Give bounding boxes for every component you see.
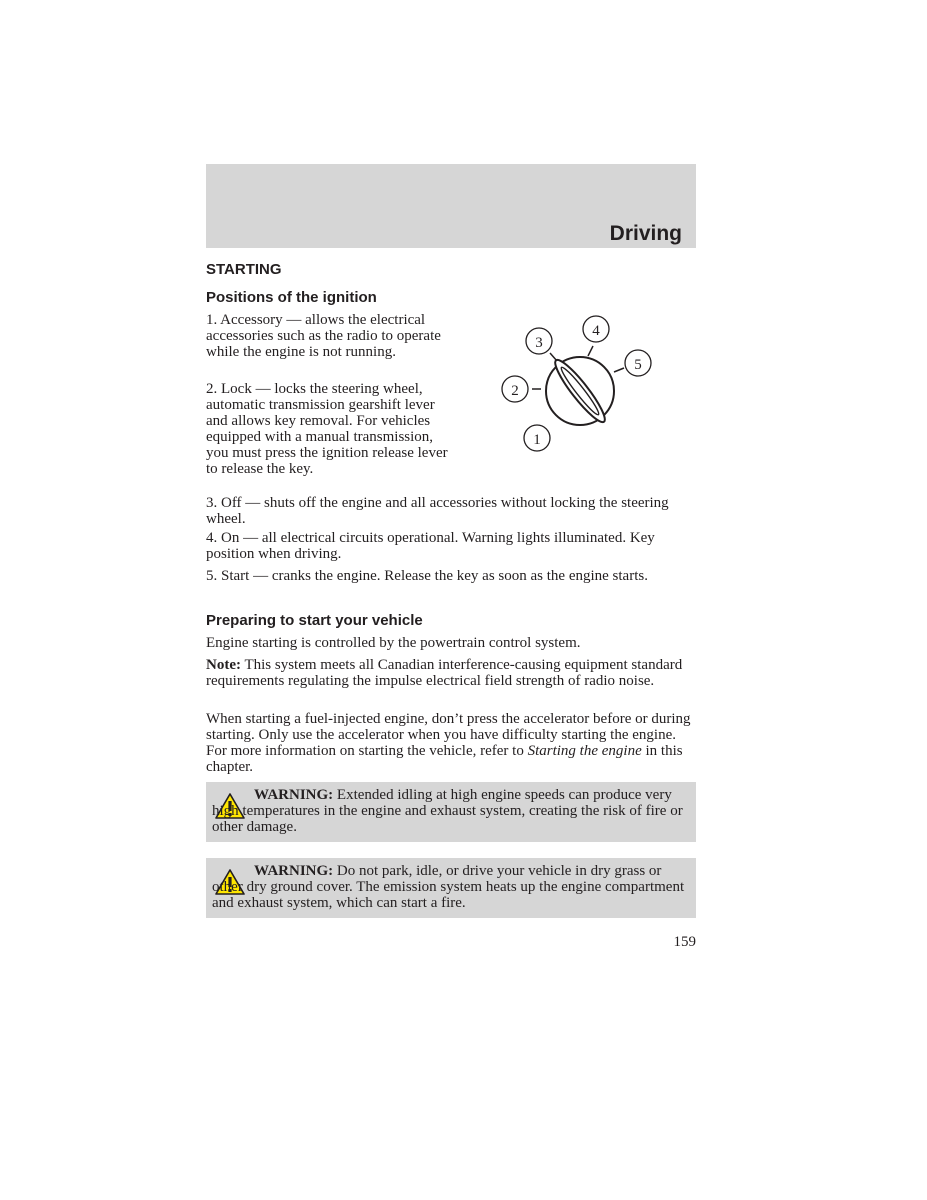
position-label-3: 3 — [535, 335, 543, 351]
position-label-4: 4 — [592, 323, 600, 339]
note-label: Note: — [206, 657, 241, 673]
ignition-item-on: 4. On — all electrical circuits operational. Warning lights illuminated. Key position when driving. — [206, 530, 655, 562]
tick-5 — [614, 368, 624, 372]
ignition-item-off: 3. Off — shuts off the engine and all accessories without locking the steering wheel. — [206, 495, 669, 527]
note-text: This system meets all Canadian interference-causing equipment standard requirements regulating the impulse electrical field strength of radio noise. — [206, 657, 683, 689]
header-band — [206, 164, 696, 248]
warning-body: Extended idling at high engine speeds can produce very high temperatures in the engine and exhaust system, creating the risk of fire or other damage. — [212, 787, 683, 835]
warning-box-dry-grass — [206, 858, 696, 918]
ignition-item-accessory: 1. Accessory — allows the electrical accessories such as the radio to operate while the engine is not running. — [206, 312, 441, 360]
cross-reference: Starting the engine — [527, 743, 642, 759]
ignition-item-start: 5. Start — cranks the engine. Release the key as soon as the engine starts. — [206, 568, 648, 584]
ignition-item-lock: 2. Lock — locks the steering wheel, automatic transmission gearshift lever and allows key removal. For vehicles equipped with a manual transmission, you must press the ignition release lever to release the key. — [206, 381, 448, 477]
preparing-paragraph: Engine starting is controlled by the powertrain control system. — [206, 635, 581, 651]
tick-3 — [550, 353, 557, 361]
note-paragraph — [206, 657, 698, 689]
warning-text-dry-grass — [212, 863, 690, 911]
section-heading: STARTING — [206, 261, 282, 278]
page-number: 159 — [673, 934, 696, 950]
ignition-subheading: Positions of the ignition — [206, 289, 377, 306]
starting-advice-paragraph — [206, 711, 698, 775]
page-title: Driving — [609, 222, 682, 245]
preparing-subheading: Preparing to start your vehicle — [206, 612, 423, 629]
advice-text: When starting a fuel-injected engine, don’t press the accelerator before or during starting. Only use the accelerator when you have difficulty starting the engine. For more information on starting the vehicle, refer to — [206, 711, 691, 759]
warning-box-idling — [206, 782, 696, 842]
ignition-switch-diagram — [496, 312, 658, 457]
warning-text-idling — [212, 787, 690, 835]
tick-4 — [588, 346, 593, 356]
warning-body: Do not park, idle, or drive your vehicle in dry grass or other dry ground cover. The emission system heats up the engine compartment and exhaust system, which can start a fire. — [212, 863, 685, 911]
position-label-5: 5 — [634, 357, 642, 373]
warning-label: WARNING: — [254, 863, 334, 879]
advice-text-end: in this chapter. — [206, 743, 683, 775]
position-label-1: 1 — [533, 432, 541, 448]
position-label-2: 2 — [511, 383, 519, 399]
warning-label: WARNING: — [254, 787, 334, 803]
